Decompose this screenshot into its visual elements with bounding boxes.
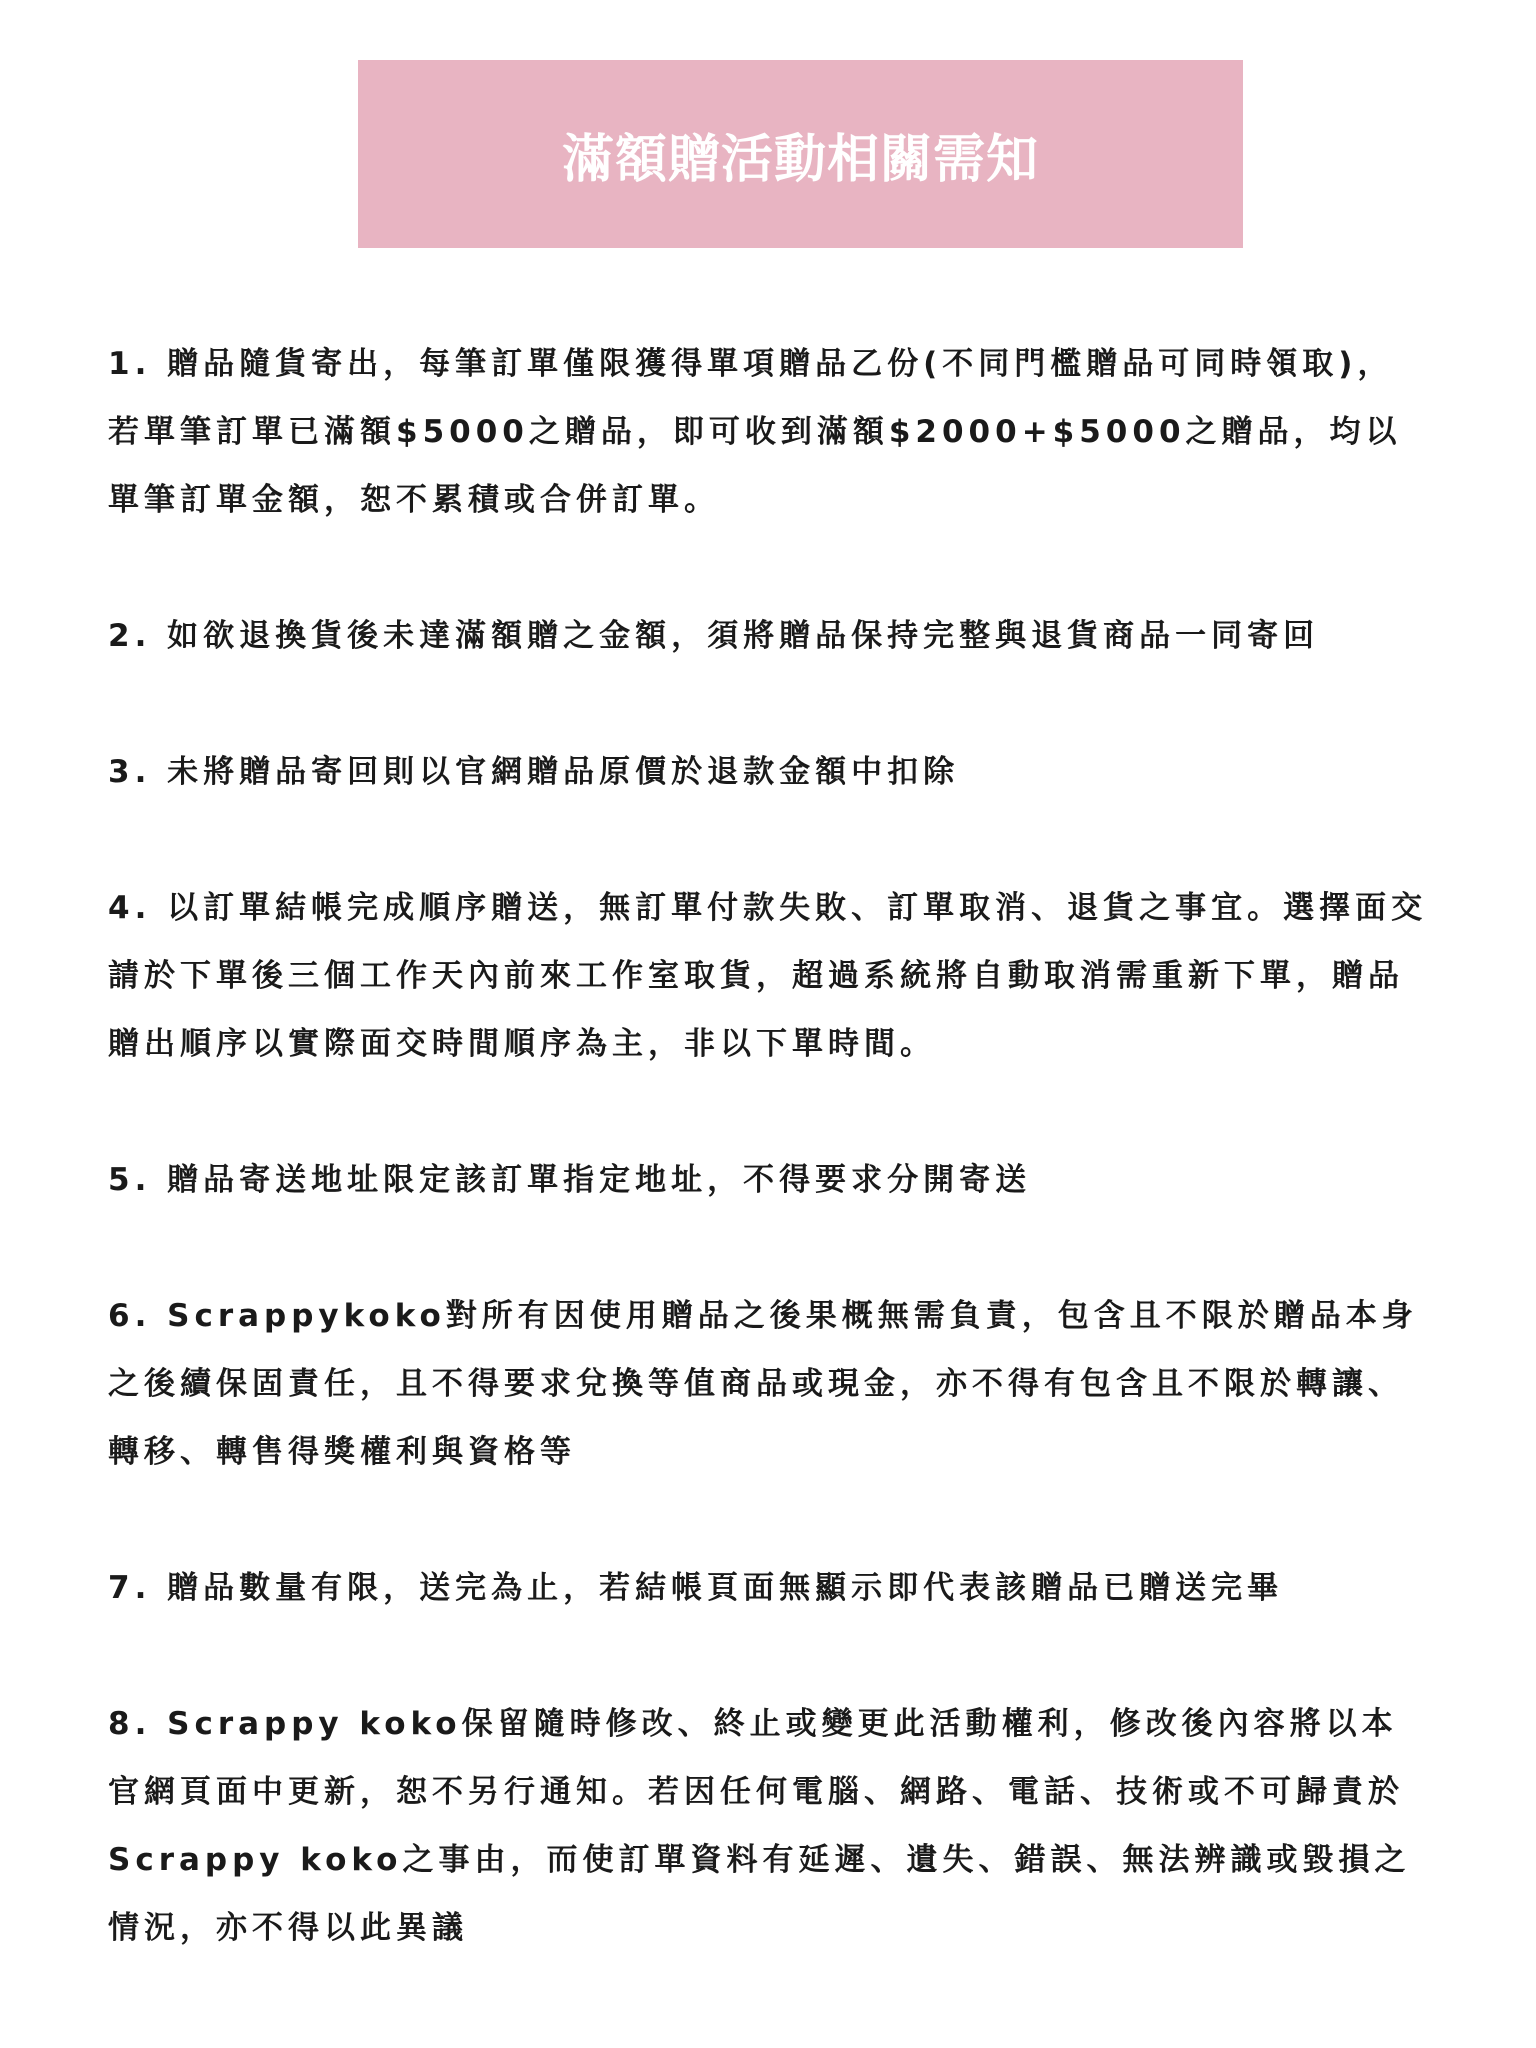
notice-item-6: 6. Scrappykoko對所有因使用贈品之後果概無需負責，包含且不限於贈品本身之後續保固責任，且不得要求兌換等值商品或現金，亦不得有包含且不限於轉讓、轉移、轉售得獎權利與資格等 [108, 1298, 1418, 1470]
notice-item-7: 7. 贈品數量有限，送完為止，若結帳頁面無顯示即代表該贈品已贈送完畢 [108, 1570, 1284, 1606]
page-title: 滿額贈活動相關需知 [561, 129, 1039, 190]
notice-list [108, 330, 1428, 2030]
notice-item-2: 2. 如欲退換貨後未達滿額贈之金額，須將贈品保持完整與退貨商品一同寄回 [108, 618, 1320, 654]
notice-item-5: 5. 贈品寄送地址限定該訂單指定地址，不得要求分開寄送 [108, 1162, 1032, 1198]
notice-item-3: 3. 未將贈品寄回則以官網贈品原價於退款金額中扣除 [108, 754, 960, 790]
notice-item-4: 4. 以訂單結帳完成順序贈送，無訂單付款失敗、訂單取消、退貨之事宜。選擇面交請於下單後三個工作天內前來工作室取貨，超過系統將自動取消需重新下單，贈品贈出順序以實際面交時間順序為主，非以下單時間。 [108, 890, 1428, 1062]
notice-item-8: 8. Scrappy koko保留隨時修改、終止或變更此活動權利，修改後內容將以本官網頁面中更新，恕不另行通知。若因任何電腦、網路、電話、技術或不可歸責於Scrappy koko之事由，而使訂單資料有延遲、遺失、錯誤、無法辨識或毀損之情況，亦不得以此異議 [108, 1706, 1411, 1946]
notice-item-1: 1. 贈品隨貨寄出，每筆訂單僅限獲得單項贈品乙份(不同門檻贈品可同時領取)，若單筆訂單已滿額$5000之贈品，即可收到滿額$2000+$5000之贈品，均以單筆訂單金額，恕不累積或合併訂單。 [108, 346, 1402, 518]
title-banner [358, 60, 1243, 248]
